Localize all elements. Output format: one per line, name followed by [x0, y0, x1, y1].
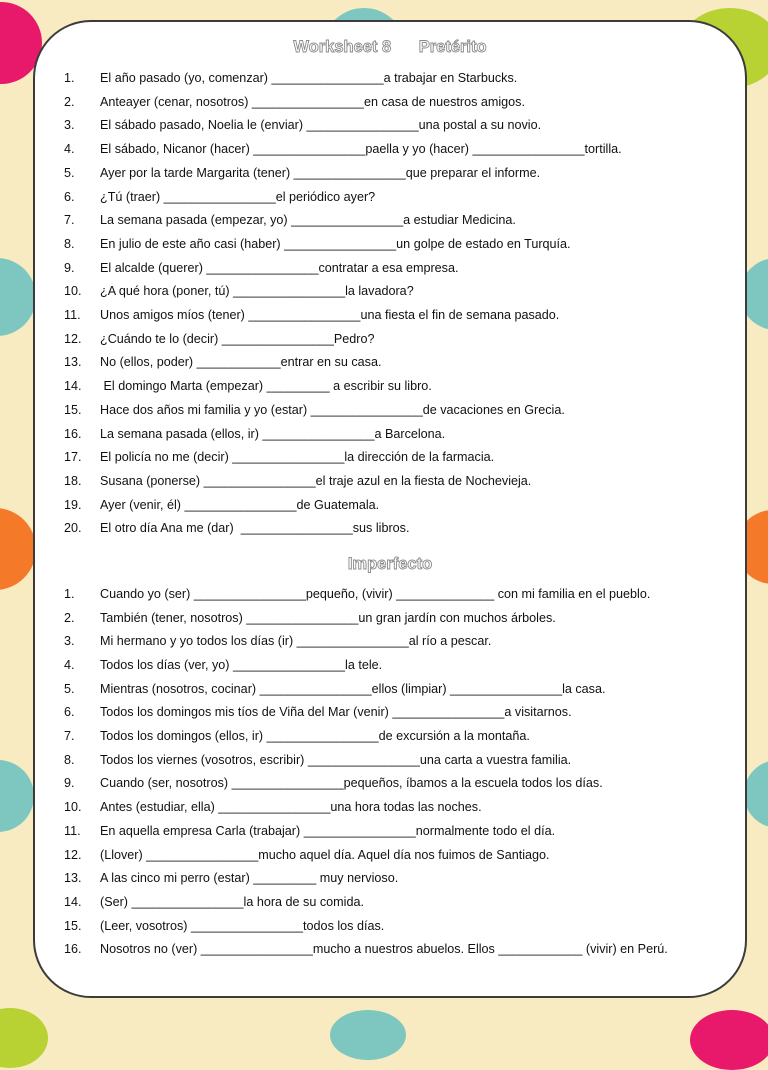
item-number: 16.	[64, 426, 82, 441]
item-sentence: ¿Cuándo te lo (decir) ________________Pedro?	[100, 331, 375, 346]
item-sentence: Nosotros no (ver) ________________mucho a nuestros abuelos. Ellos ____________ (vivir) en Perú.	[100, 942, 668, 957]
item-sentence: Susana (ponerse) ________________el traje azul en la fiesta de Nochevieja.	[100, 473, 532, 488]
item-number: 13.	[64, 871, 82, 886]
item-sentence: No (ellos, poder) ____________entrar en su casa.	[100, 355, 382, 370]
item-sentence: (Ser) ________________la hora de su comida.	[100, 894, 364, 909]
item-sentence: ¿Tú (traer) ________________el periódico ayer?	[100, 189, 376, 204]
item-sentence: Todos los viernes (vosotros, escribir) ________________una carta a vuestra familia.	[100, 752, 572, 767]
item-number: 1.	[64, 71, 75, 85]
item-sentence: El sábado pasado, Noelia le (enviar) ________________una postal a su novio.	[100, 118, 542, 133]
item-sentence: (Leer, vosotros) ________________todos los días.	[100, 918, 385, 933]
item-number: 9.	[64, 776, 75, 791]
dot-green-bottom-left	[0, 1008, 48, 1068]
item-number: 16.	[64, 942, 82, 957]
item-sentence: Ayer por la tarde Margarita (tener) ________________que preparar el informe.	[100, 165, 541, 180]
item-sentence: El año pasado (yo, comenzar) ________________a trabajar en Starbucks.	[100, 71, 518, 85]
item-number: 11.	[64, 308, 81, 322]
item-number: 8.	[64, 236, 75, 251]
item-number: 19.	[64, 497, 82, 512]
item-number: 8.	[64, 752, 75, 767]
item-sentence: Hace dos años mi familia y yo (estar) ________________de vacaciones en Grecia.	[100, 402, 565, 417]
item-number: 12.	[64, 331, 82, 346]
dot-teal-bottom	[330, 1010, 406, 1060]
item-number: 2.	[64, 610, 75, 625]
item-sentence: Cuando (ser, nosotros) ________________pequeños, íbamos a la escuela todos los días.	[100, 776, 603, 791]
item-sentence: Anteayer (cenar, nosotros) ________________en casa de nuestros amigos.	[100, 94, 525, 109]
item-sentence: En julio de este año casi (haber) ________________un golpe de estado en Turquía.	[100, 236, 571, 251]
item-sentence: Unos amigos míos (tener) ________________una fiesta el fin de semana pasado.	[100, 308, 560, 322]
item-number: 13.	[64, 355, 82, 370]
item-sentence: Cuando yo (ser) ________________pequeño, (vivir) ______________ con mi familia en el pueblo.	[100, 587, 651, 601]
item-sentence: La semana pasada (ellos, ir) ________________a Barcelona.	[100, 426, 446, 441]
item-number: 10.	[64, 800, 82, 815]
item-sentence: El alcalde (querer) ________________contratar a esa empresa.	[100, 260, 459, 275]
item-number: 4.	[64, 658, 75, 672]
item-number: 17.	[64, 450, 82, 465]
item-sentence: A las cinco mi perro (estar) _________ muy nervioso.	[100, 871, 399, 886]
item-number: 4.	[64, 142, 75, 157]
worksheet-card	[33, 20, 747, 998]
item-number: 2.	[64, 94, 75, 109]
dot-pink-bottom-right	[690, 1010, 768, 1070]
item-sentence: (Llover) ________________mucho aquel día. Aquel día nos fuimos de Santiago.	[100, 847, 550, 862]
dot-orange-left	[0, 508, 36, 590]
item-sentence: El domingo Marta (empezar) _________ a escribir su libro.	[100, 379, 432, 394]
item-number: 6.	[64, 705, 75, 720]
item-sentence: El sábado, Nicanor (hacer) ________________paella y yo (hacer) ________________tortilla.	[100, 142, 622, 157]
section-title-imperfecto: Imperfecto	[347, 555, 433, 573]
item-sentence: El policía no me (decir) ________________la dirección de la farmacia.	[100, 450, 495, 465]
item-number: 11.	[64, 823, 81, 838]
item-number: 1.	[64, 587, 75, 601]
item-number: 3.	[64, 634, 75, 649]
item-sentence: El otro día Ana me (dar) ________________sus libros.	[100, 521, 410, 536]
item-number: 7.	[64, 213, 75, 228]
dot-teal-left-2	[0, 760, 34, 832]
item-sentence: Todos los días (ver, yo) ________________la tele.	[100, 658, 383, 672]
item-sentence: Todos los domingos (ellos, ir) ________________de excursión a la montaña.	[100, 729, 530, 744]
item-number: 7.	[64, 729, 75, 744]
item-number: 3.	[64, 118, 75, 133]
item-number: 5.	[64, 681, 75, 696]
worksheet-title-preterito: Worksheet 8 Pretérito	[293, 38, 487, 56]
item-sentence: En aquella empresa Carla (trabajar) ________________normalmente todo el día.	[100, 823, 556, 838]
item-sentence: Ayer (venir, él) ________________de Guatemala.	[100, 497, 380, 512]
item-number: 9.	[64, 260, 75, 275]
item-number: 20.	[64, 521, 82, 536]
item-sentence: También (tener, nosotros) ________________un gran jardín con muchos árboles.	[100, 610, 556, 625]
item-sentence: ¿A qué hora (poner, tú) ________________la lavadora?	[100, 284, 414, 299]
item-sentence: Antes (estudiar, ella) ________________una hora todas las noches.	[100, 800, 482, 815]
item-sentence: Mi hermano y yo todos los días (ir) ________________al río a pescar.	[100, 634, 492, 649]
item-number: 10.	[64, 284, 82, 299]
item-number: 5.	[64, 165, 75, 180]
item-number: 6.	[64, 189, 75, 204]
item-sentence: Mientras (nosotros, cocinar) ________________ellos (limpiar) ________________la casa.	[100, 681, 606, 696]
dot-teal-right-2	[744, 760, 768, 828]
item-number: 14.	[64, 379, 82, 394]
item-number: 14.	[64, 894, 82, 909]
item-sentence: La semana pasada (empezar, yo) ________________a estudiar Medicina.	[100, 213, 516, 228]
item-sentence: Todos los domingos mis tíos de Viña del Mar (venir) ________________a visitarnos.	[100, 705, 572, 720]
item-number: 18.	[64, 473, 82, 488]
item-number: 12.	[64, 847, 82, 862]
item-number: 15.	[64, 402, 82, 417]
item-number: 15.	[64, 918, 82, 933]
dot-teal-left-1	[0, 258, 36, 336]
